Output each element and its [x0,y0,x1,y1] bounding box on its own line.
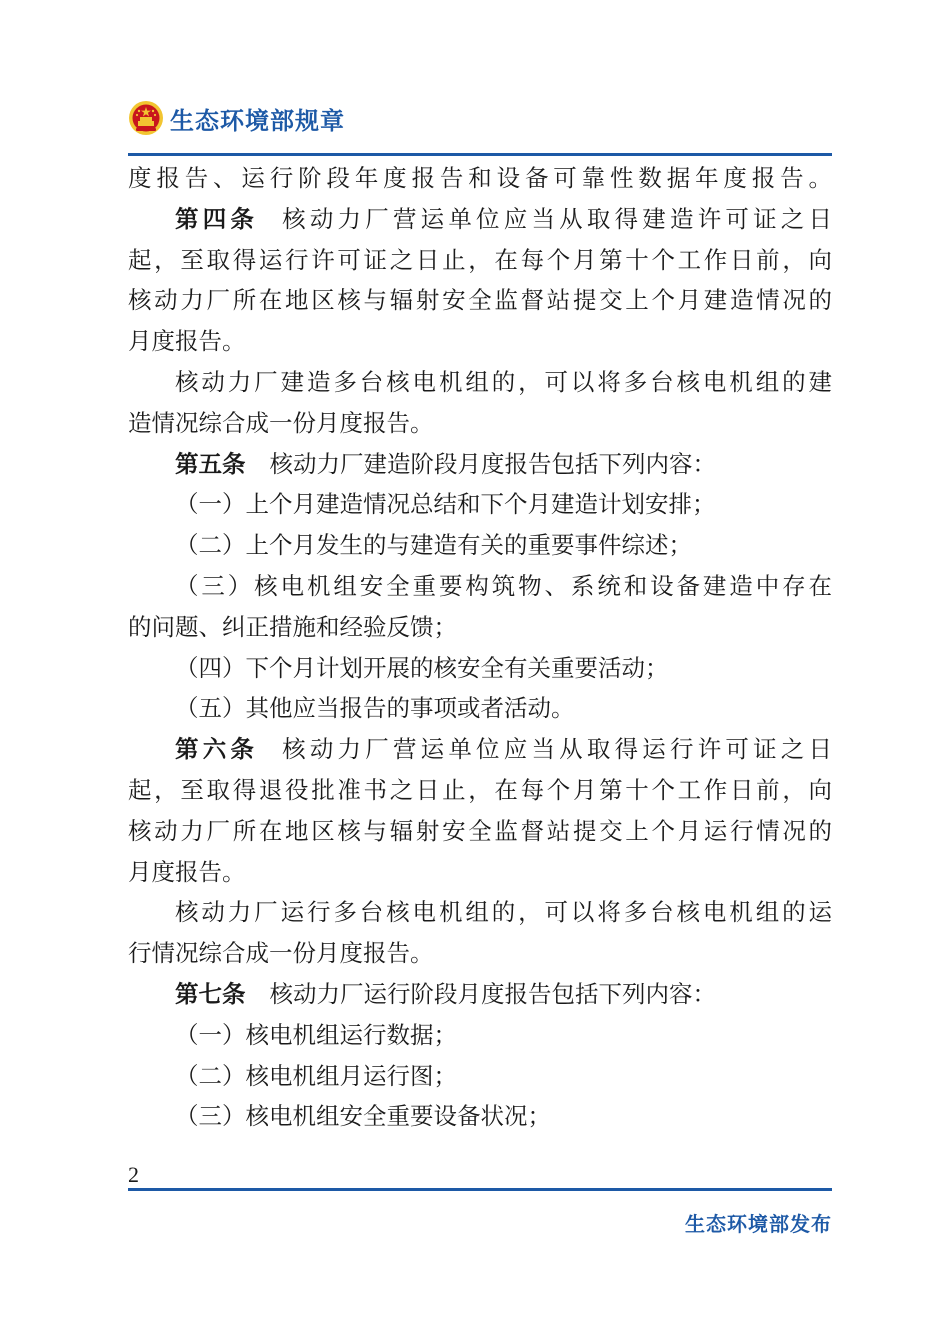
page-header [128,96,345,140]
header-divider [128,153,832,156]
article-5-text: 核动力厂建造阶段月度报告包括下列内容： [269,449,716,478]
text-line: 月度报告。 [128,327,246,356]
header-title: 生态环境部规章 [170,106,345,135]
paragraph-line: 核动力厂运行多台核电机组的，可以将多台核电机组的运 [175,898,832,927]
footer-divider [128,1188,832,1191]
text-line: 月度报告。 [128,857,246,886]
list-item: （三）核电机组安全重要构筑物、系统和设备建造中存在 [175,571,832,600]
article-4-line [128,199,832,240]
text-line: 核动力厂所在地区核与辐射安全监督站提交上个月运行情况的 [128,816,832,845]
text-line: 度报告、运行阶段年度报告和设备可靠性数据年度报告。 [128,164,832,192]
article-7-line [128,974,832,1015]
list-item: （一）核电机组运行数据； [175,1020,457,1049]
document-body [128,158,832,1137]
article-6-line [128,729,832,770]
article-5-label: 第五条 [175,449,246,478]
national-emblem-icon [128,100,164,136]
article-5-line [128,444,832,485]
list-item: （一）上个月建造情况总结和下个月建造计划安排； [175,490,716,519]
article-4-text: 核动力厂营运单位应当从取得建造许可证之日 [282,204,832,233]
list-item: （二）上个月发生的与建造有关的重要事件综述； [175,531,692,560]
article-6-label: 第六条 [175,735,259,764]
list-item: （三）核电机组安全重要设备状况； [175,1102,551,1131]
list-item: （二）核电机组月运行图； [175,1061,457,1090]
article-7-label: 第七条 [175,979,246,1008]
article-7-text: 核动力厂运行阶段月度报告包括下列内容： [269,979,716,1008]
text-line: 核动力厂所在地区核与辐射安全监督站提交上个月建造情况的 [128,286,832,315]
list-item: （四）下个月计划开展的核安全有关重要活动； [175,653,669,682]
list-item: （五）其他应当报告的事项或者活动。 [175,694,575,723]
article-4-label: 第四条 [175,204,259,233]
article-6-text: 核动力厂营运单位应当从取得运行许可证之日 [282,735,832,764]
text-line: 起，至取得退役批准书之日止，在每个月第十个工作日前，向 [128,775,832,804]
text-line: 的问题、纠正措施和经验反馈； [128,612,457,641]
text-line: 起，至取得运行许可证之日止，在每个月第十个工作日前，向 [128,245,832,274]
paragraph-line: 核动力厂建造多台核电机组的，可以将多台核电机组的建 [175,367,832,396]
text-line: 行情况综合成一份月度报告。 [128,939,434,968]
footer-publisher: 生态环境部发布 [685,1212,832,1236]
page-number: 2 [128,1162,139,1187]
text-line: 造情况综合成一份月度报告。 [128,408,434,437]
